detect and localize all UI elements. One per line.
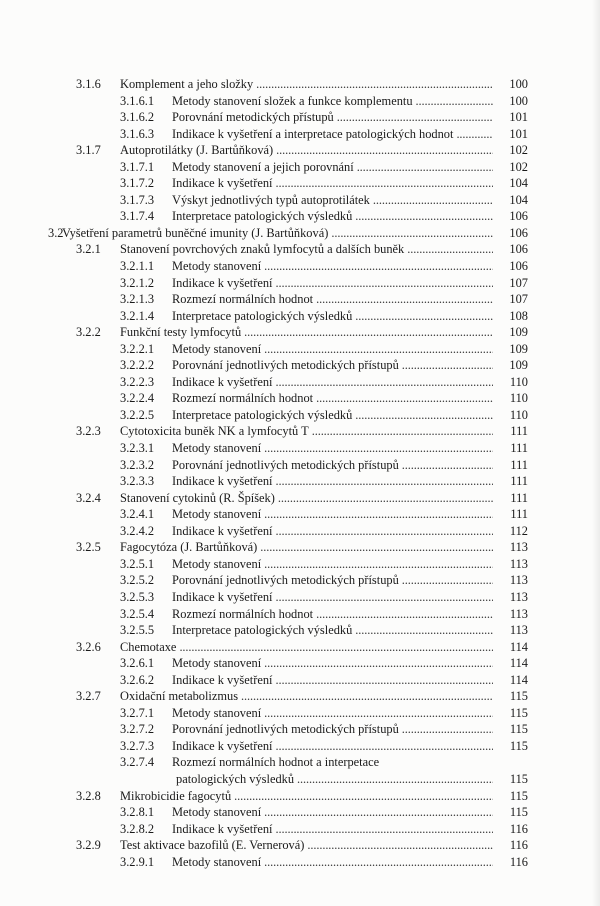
toc-entry-title: Stanovení povrchových znaků lymfocytů a dalších buněk (120, 242, 405, 257)
toc-entry-number: 3.2.5.3 (120, 589, 155, 604)
toc-leader-dots (260, 539, 493, 555)
toc-entry-title: Funkční testy lymfocytů (120, 325, 242, 340)
toc-entry-page-number: 114 (509, 656, 528, 671)
toc-leader-dots (276, 142, 493, 158)
toc-entry-title: Stanovení cytokinů (R. Špíšek) (120, 490, 275, 505)
toc-entry-title-wrap (172, 606, 496, 622)
toc-leader-dots (234, 788, 493, 804)
toc-entry-page-number: 101 (509, 126, 528, 141)
toc-entry-page-number: 112 (509, 523, 528, 538)
toc-leader-dots (407, 241, 493, 257)
toc-entry-title-wrap (172, 473, 496, 489)
toc-leader-dots (355, 308, 493, 324)
toc-entry-page-number: 113 (509, 589, 528, 604)
toc-entry-number: 3.2.5.1 (120, 556, 155, 571)
toc-entry-page-number: 108 (509, 308, 528, 323)
toc-entry-title-wrap (172, 126, 496, 142)
toc-entry[interactable] (0, 804, 600, 821)
toc-entry[interactable] (0, 258, 600, 275)
toc-leader-dots (264, 804, 493, 820)
toc-entry[interactable] (0, 423, 600, 440)
toc-entry-page-number: 111 (510, 424, 528, 439)
toc-entry-title: Indikace k vyšetření a interpretace patologických hodnot (172, 126, 454, 141)
toc-leader-dots (256, 76, 493, 92)
toc-entry-page-number: 107 (509, 275, 528, 290)
toc-entry-title-wrap (172, 572, 496, 588)
toc-entry-page-number: 100 (509, 77, 528, 91)
toc-entry-number: 3.1.7.2 (120, 176, 155, 191)
toc-entry[interactable] (0, 589, 600, 606)
toc-leader-dots (416, 93, 493, 109)
toc-entry-title-wrap (172, 721, 496, 737)
toc-entry-page-number: 106 (509, 225, 528, 240)
toc-entry[interactable] (0, 738, 600, 755)
toc-leader-dots (402, 721, 493, 737)
toc-entry-title-wrap (120, 76, 496, 92)
toc-entry-title-wrap (120, 639, 496, 655)
toc-entry-page-number: 109 (509, 341, 528, 356)
toc-entry-number: 3.2.5 (76, 540, 101, 555)
toc-entry-title: Metody stanovení (172, 656, 262, 671)
toc-entry[interactable] (0, 357, 600, 374)
toc-entry-page-number: 107 (509, 292, 528, 307)
toc-entry-title-wrap (120, 241, 496, 257)
toc-entry-title: Mikrobicidie fagocytů (120, 788, 232, 803)
toc-entry-number: 3.2.2.4 (120, 391, 155, 406)
toc-entry[interactable] (0, 821, 600, 838)
toc-entry-title-wrap (120, 423, 496, 439)
toc-entry-title: patologických výsledků (176, 771, 295, 786)
toc-entry[interactable] (0, 721, 600, 738)
toc-entry-number: 3.1.6.2 (120, 110, 155, 125)
toc-entry-number: 3.1.7.4 (120, 209, 155, 224)
toc-entry-title: Vyšetření parametrů buněčné imunity (J. Bartůňková) (62, 225, 329, 240)
toc-leader-dots (275, 738, 493, 754)
toc-entry[interactable] (0, 440, 600, 457)
toc-entry[interactable] (0, 572, 600, 589)
toc-entry-number: 3.2.3.2 (120, 457, 155, 472)
toc-entry-title-wrap (172, 738, 496, 754)
toc-entry[interactable] (0, 390, 600, 407)
toc-entry-title: Porovnání metodických přístupů (172, 110, 334, 125)
toc-entry[interactable] (0, 175, 600, 192)
toc-entry-title: Indikace k vyšetření (172, 821, 273, 836)
toc-entry[interactable] (0, 523, 600, 540)
toc-entry-number: 3.2.6.1 (120, 656, 155, 671)
toc-entry-page-number: 101 (509, 110, 528, 125)
toc-entry-title: Indikace k vyšetření (172, 523, 273, 538)
toc-entry-page-number: 113 (509, 540, 528, 555)
toc-entry-page-number: 116 (509, 821, 528, 836)
toc-entry-number: 3.2.6 (76, 639, 101, 654)
toc-leader-dots (264, 655, 493, 671)
toc-entry-page-number: 111 (510, 457, 528, 472)
toc-leader-dots (264, 506, 493, 522)
toc-entry-title-wrap (172, 754, 528, 770)
toc-entry-title-wrap (172, 523, 496, 539)
toc-entry-number: 3.2.7.3 (120, 738, 155, 753)
toc-leader-dots (264, 705, 493, 721)
toc-entry[interactable] (0, 688, 600, 705)
toc-entry-title: Indikace k vyšetření (172, 374, 273, 389)
toc-entry-title-wrap (172, 705, 496, 721)
toc-entry-title: Chemotaxe (120, 639, 177, 654)
toc-entry[interactable] (0, 208, 600, 225)
toc-entry-page-number: 106 (509, 242, 528, 257)
toc-leader-dots (264, 556, 493, 572)
toc-entry-number: 3.2.1 (76, 242, 101, 257)
toc-entry-title-wrap (172, 655, 496, 671)
toc-entry[interactable] (0, 788, 600, 805)
toc-entry-number: 3.2.8.2 (120, 821, 155, 836)
toc-leader-dots (278, 490, 493, 506)
toc-entry[interactable] (0, 473, 600, 490)
toc-entry-number: 3.2.6.2 (120, 672, 155, 687)
toc-entry[interactable] (0, 771, 600, 788)
toc-entry-number: 3.1.7 (76, 143, 101, 158)
toc-entry-page-number: 116 (509, 854, 528, 869)
toc-entry-title: Interpretace patologických výsledků (172, 308, 353, 323)
page-edge-shadow (592, 0, 600, 906)
toc-entry-page-number: 106 (509, 209, 528, 224)
toc-leader-dots (241, 688, 493, 704)
toc-entry-page-number: 111 (510, 474, 528, 489)
toc-entry-page-number: 111 (510, 507, 528, 522)
toc-entry-title: Metody stanovení (172, 854, 262, 869)
toc-leader-dots (264, 258, 493, 274)
toc-entry-page-number: 106 (509, 259, 528, 274)
toc-entry-page-number: 109 (509, 325, 528, 340)
toc-entry-number: 3.2.2.3 (120, 374, 155, 389)
toc-leader-dots (264, 341, 493, 357)
toc-entry-title: Porovnání jednotlivých metodických přístupů (172, 457, 399, 472)
toc-entry[interactable] (0, 76, 600, 93)
toc-entry-title-wrap (172, 93, 496, 109)
toc-entry-title-wrap (172, 672, 496, 688)
toc-entry-number: 3.2.5.4 (120, 606, 155, 621)
toc-entry-title-wrap (172, 341, 496, 357)
toc-entry-page-number: 104 (509, 192, 528, 207)
toc-entry-number: 3.2.1.3 (120, 292, 155, 307)
toc-entry-title: Metody stanovení složek a funkce komplementu (172, 93, 413, 108)
toc-entry-title: Metody stanovení (172, 441, 262, 456)
toc-entry-number: 3.2.2.2 (120, 358, 155, 373)
toc-entry-title-wrap (172, 374, 496, 390)
toc-leader-dots (275, 672, 493, 688)
toc-entry[interactable] (0, 159, 600, 176)
toc-entry-title: Metody stanovení (172, 341, 262, 356)
toc-entry-page-number: 116 (509, 838, 528, 853)
toc-entry[interactable] (0, 457, 600, 474)
toc-entry-page-number: 110 (509, 407, 528, 422)
toc-leader-dots (355, 622, 493, 638)
toc-entry-number: 3.2.7.1 (120, 705, 155, 720)
toc-entry[interactable] (0, 705, 600, 722)
toc-entry-page-number: 110 (509, 391, 528, 406)
toc-entry-number: 3.2.9.1 (120, 854, 155, 869)
toc-entry-page-number: 111 (510, 441, 528, 456)
toc-entry-title-wrap (172, 109, 496, 125)
toc-entry-title: Rozmezí normálních hodnot (172, 391, 314, 406)
toc-entry-title: Indikace k vyšetření (172, 738, 273, 753)
toc-entry-page-number: 111 (510, 490, 528, 505)
toc-leader-dots (373, 192, 493, 208)
toc-entry-page-number: 113 (509, 606, 528, 621)
toc-entry-title-wrap (120, 837, 496, 853)
toc-leader-dots (275, 821, 493, 837)
toc-entry[interactable] (0, 308, 600, 325)
toc-entry-title: Indikace k vyšetření (172, 672, 273, 687)
toc-leader-dots (275, 473, 493, 489)
toc-entry-number: 3.2.8 (76, 788, 101, 803)
toc-entry-title-wrap (172, 821, 496, 837)
toc-entry-title: Indikace k vyšetření (172, 176, 273, 191)
toc-entry-number: 3.2.1.4 (120, 308, 155, 323)
toc-leader-dots (275, 374, 493, 390)
toc-entry-title-wrap (172, 208, 496, 224)
toc-entry[interactable] (0, 142, 600, 159)
toc-entry-title-wrap (120, 539, 496, 555)
toc-entry-title-wrap (172, 159, 496, 175)
toc-entry-title: Porovnání jednotlivých metodických přístupů (172, 573, 399, 588)
toc-entry-number: 3.2.9 (76, 838, 101, 853)
toc-entry-title: Rozmezí normálních hodnot (172, 292, 314, 307)
toc-entry-number: 3.1.6 (76, 77, 101, 91)
toc-entry-number: 3.2 (48, 225, 64, 240)
toc-entry-number: 3.2.2.5 (120, 407, 155, 422)
toc-entry-page-number: 115 (509, 705, 528, 720)
toc-entry-title-wrap (172, 854, 496, 870)
toc-leader-dots (316, 606, 493, 622)
toc-entry-title: Interpretace patologických výsledků (172, 209, 353, 224)
toc-entry-title: Metody stanovení (172, 259, 262, 274)
toc-entry[interactable] (0, 192, 600, 209)
toc-entry-number: 3.2.3.3 (120, 474, 155, 489)
toc-entry-title-wrap (172, 357, 496, 373)
toc-entry-title-wrap (172, 622, 496, 638)
toc-entry-number: 3.2.8.1 (120, 805, 155, 820)
toc-entry-number: 3.2.7.4 (120, 755, 155, 770)
toc-entry-number: 3.2.3.1 (120, 441, 155, 456)
toc-entry[interactable] (0, 341, 600, 358)
toc-entry-page-number: 113 (509, 556, 528, 571)
toc-entry-title-wrap (62, 225, 496, 241)
toc-entry-number: 3.2.1.1 (120, 259, 155, 274)
toc-entry[interactable] (0, 126, 600, 143)
toc-leader-dots (307, 837, 493, 853)
toc-leader-dots (316, 390, 493, 406)
table-of-contents (0, 76, 600, 870)
toc-entry-title: Autoprotilátky (J. Bartůňková) (120, 143, 274, 158)
toc-entry-title-wrap (172, 804, 496, 820)
toc-entry-title: Indikace k vyšetření (172, 474, 273, 489)
toc-entry-page-number: 113 (509, 623, 528, 638)
toc-entry-title: Metody stanovení (172, 705, 262, 720)
toc-entry[interactable] (0, 655, 600, 672)
toc-entry-number: 3.2.2 (76, 325, 101, 340)
toc-entry-number: 3.2.4 (76, 490, 101, 505)
toc-leader-dots (331, 225, 493, 241)
toc-entry-title-wrap (172, 275, 496, 291)
toc-entry-number: 3.2.2.1 (120, 341, 155, 356)
toc-entry-number: 3.2.7.2 (120, 722, 155, 737)
toc-leader-dots (297, 771, 493, 787)
toc-entry-title: Komplement a jeho složky (120, 77, 254, 91)
toc-leader-dots (312, 423, 493, 439)
toc-entry-number: 3.2.4.2 (120, 523, 155, 538)
toc-entry-number: 3.2.7 (76, 689, 101, 704)
toc-entry-title: Výskyt jednotlivých typů autoprotilátek (172, 192, 370, 207)
toc-entry-page-number: 115 (509, 689, 528, 704)
toc-leader-dots (402, 572, 493, 588)
toc-entry-page-number: 102 (509, 143, 528, 158)
toc-entry[interactable] (0, 539, 600, 556)
toc-entry-title-wrap (172, 556, 496, 572)
toc-entry[interactable] (0, 291, 600, 308)
toc-entry-title: Metody stanovení (172, 507, 262, 522)
toc-leader-dots (355, 208, 493, 224)
toc-entry[interactable] (0, 754, 600, 771)
toc-entry-title: Indikace k vyšetření (172, 275, 273, 290)
toc-entry-title-wrap (172, 457, 496, 473)
toc-leader-dots (264, 440, 493, 456)
toc-leader-dots (275, 589, 493, 605)
toc-entry-title-wrap (172, 506, 496, 522)
toc-leader-dots (337, 109, 493, 125)
toc-entry-title-wrap (120, 788, 496, 804)
toc-entry[interactable] (0, 606, 600, 623)
toc-entry-title: Metody stanovení (172, 805, 262, 820)
toc-leader-dots (402, 457, 493, 473)
toc-entry-title: Porovnání jednotlivých metodických přístupů (172, 722, 399, 737)
toc-leader-dots (275, 275, 493, 291)
toc-entry[interactable] (0, 622, 600, 639)
toc-entry-number: 3.1.7.3 (120, 192, 155, 207)
toc-entry-page-number: 109 (509, 358, 528, 373)
toc-entry-number: 3.1.6.3 (120, 126, 155, 141)
toc-entry[interactable] (0, 109, 600, 126)
toc-entry-title: Indikace k vyšetření (172, 589, 273, 604)
toc-entry[interactable] (0, 490, 600, 507)
toc-entry[interactable] (0, 672, 600, 689)
toc-entry-title-wrap (120, 324, 496, 340)
toc-entry-number: 3.2.1.2 (120, 275, 155, 290)
toc-entry-number: 3.1.7.1 (120, 159, 155, 174)
toc-entry-number: 3.2.4.1 (120, 507, 155, 522)
toc-entry-title-wrap (172, 175, 496, 191)
toc-leader-dots (316, 291, 493, 307)
toc-entry[interactable] (0, 854, 600, 871)
toc-leader-dots (275, 523, 493, 539)
toc-entry-title-wrap (172, 589, 496, 605)
toc-entry[interactable] (0, 837, 600, 854)
toc-entry-title-wrap (172, 308, 496, 324)
toc-leader-dots (264, 854, 493, 870)
toc-entry-title-wrap (172, 440, 496, 456)
toc-entry-title: Metody stanovení a jejich porovnání (172, 159, 354, 174)
toc-entry-title: Interpretace patologických výsledků (172, 407, 353, 422)
toc-entry-page-number: 100 (509, 93, 528, 108)
toc-entry-page-number: 115 (509, 722, 528, 737)
toc-entry-title: Rozmezí normálních hodnot (172, 606, 314, 621)
toc-entry-number: 3.1.6.1 (120, 93, 155, 108)
toc-leader-dots (275, 175, 493, 191)
toc-entry[interactable] (0, 639, 600, 656)
toc-entry-title: Test aktivace bazofilů (E. Vernerová) (120, 838, 305, 853)
toc-entry-title: Metody stanovení (172, 556, 262, 571)
toc-entry[interactable] (0, 93, 600, 110)
toc-entry-title: Rozmezí normálních hodnot a interpetace (172, 755, 380, 770)
toc-entry-page-number: 115 (509, 771, 528, 786)
toc-leader-dots (355, 407, 493, 423)
toc-entry-number: 3.2.3 (76, 424, 101, 439)
toc-entry[interactable] (0, 506, 600, 523)
toc-entry-title: Interpretace patologických výsledků (172, 623, 353, 638)
toc-leader-dots (456, 126, 493, 142)
toc-entry[interactable] (0, 275, 600, 292)
toc-leader-dots (179, 639, 493, 655)
toc-entry[interactable] (0, 241, 600, 258)
toc-entry-page-number: 110 (509, 374, 528, 389)
toc-entry-title-wrap (172, 192, 496, 208)
toc-entry-title-wrap (172, 390, 496, 406)
toc-entry-title-wrap (120, 490, 496, 506)
toc-entry-page-number: 115 (509, 738, 528, 753)
toc-entry-page-number: 114 (509, 672, 528, 687)
toc-entry[interactable] (0, 374, 600, 391)
toc-entry[interactable] (0, 324, 600, 341)
toc-entry-title-wrap (120, 142, 496, 158)
toc-entry[interactable] (0, 225, 600, 242)
toc-entry-title-wrap (172, 258, 496, 274)
toc-entry-title: Fagocytóza (J. Bartůňková) (120, 540, 258, 555)
toc-entry[interactable] (0, 407, 600, 424)
toc-leader-dots (244, 324, 493, 340)
toc-entry-title-wrap (176, 771, 496, 787)
toc-entry-title-wrap (120, 688, 496, 704)
toc-leader-dots (402, 357, 493, 373)
toc-entry-page-number: 115 (509, 805, 528, 820)
toc-entry-page-number: 104 (509, 176, 528, 191)
toc-entry-page-number: 102 (509, 159, 528, 174)
toc-entry[interactable] (0, 556, 600, 573)
toc-entry-number: 3.2.5.5 (120, 623, 155, 638)
toc-entry-title: Oxidační metabolizmus (120, 689, 239, 704)
toc-entry-page-number: 113 (509, 573, 528, 588)
toc-entry-page-number: 115 (509, 788, 528, 803)
toc-leader-dots (357, 159, 493, 175)
toc-entry-title-wrap (172, 291, 496, 307)
toc-entry-title-wrap (172, 407, 496, 423)
toc-entry-number: 3.2.5.2 (120, 573, 155, 588)
toc-entry-title: Cytotoxicita buněk NK a lymfocytů T (120, 424, 309, 439)
toc-entry-title: Porovnání jednotlivých metodických přístupů (172, 358, 399, 373)
toc-entry-page-number: 114 (509, 639, 528, 654)
